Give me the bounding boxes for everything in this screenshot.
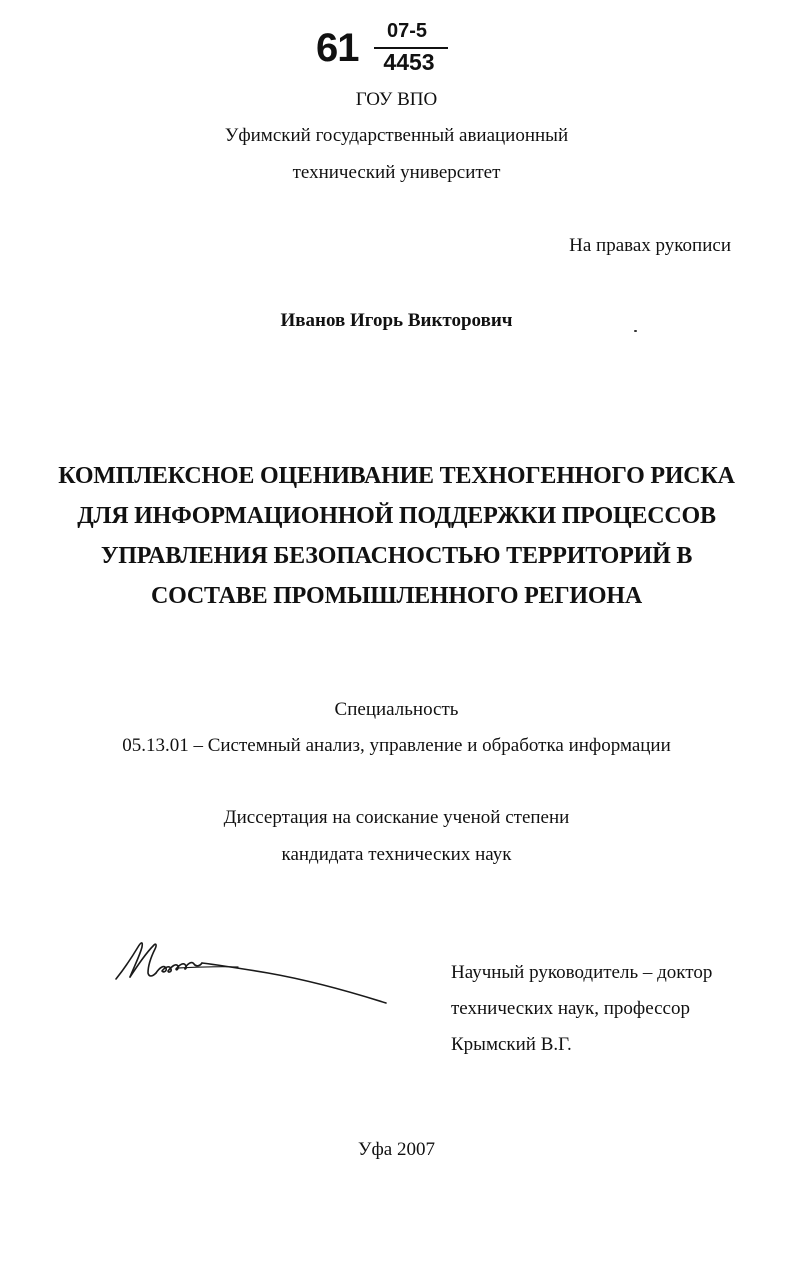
degree-line1: Диссертация на соискание ученой степени [223,807,570,828]
shelf-code-main: 61 [316,26,359,70]
institution-type: ГОУ ВПО [355,89,438,110]
supervisor-line2: технических наук, профессор [451,998,690,1019]
author-signature [108,935,398,1015]
title-line: СОСТАВЕ ПРОМЫШЛЕННОГО РЕГИОНА [151,583,642,609]
title-line: КОМПЛЕКСНОЕ ОЦЕНИВАНИЕ ТЕХНОГЕННОГО РИСКА [58,463,735,489]
shelf-code-numerator: 07-5 [386,20,428,42]
author-name: Иванов Игорь Викторович [280,310,513,331]
shelf-code-stamp [316,20,446,76]
specialty-code: 05.13.01 – Системный анализ, управление и обработка информации [122,735,671,756]
specialty-label: Специальность [334,699,459,720]
title-line: УПРАВЛЕНИЯ БЕЗОПАСНОСТЬЮ ТЕРРИТОРИЙ В [100,543,693,569]
institution-name-line1: Уфимский государственный авиационный [224,125,569,146]
supervisor-name: Крымский В.Г. [451,1034,572,1055]
institution-name-line2: технический университет [292,162,501,183]
supervisor-line1: Научный руководитель – доктор [451,962,713,983]
shelf-code-denominator: 4453 [383,49,435,75]
manuscript-note: На правах рукописи [569,235,731,256]
place-year: Уфа 2007 [358,1139,435,1160]
supervisor-block [451,955,712,1063]
title-line: ДЛЯ ИНФОРМАЦИОННОЙ ПОДДЕРЖКИ ПРОЦЕССОВ [77,503,716,529]
degree-line2: кандидата технических наук [281,844,512,865]
scan-speck [634,330,637,332]
dissertation-title [0,456,793,616]
